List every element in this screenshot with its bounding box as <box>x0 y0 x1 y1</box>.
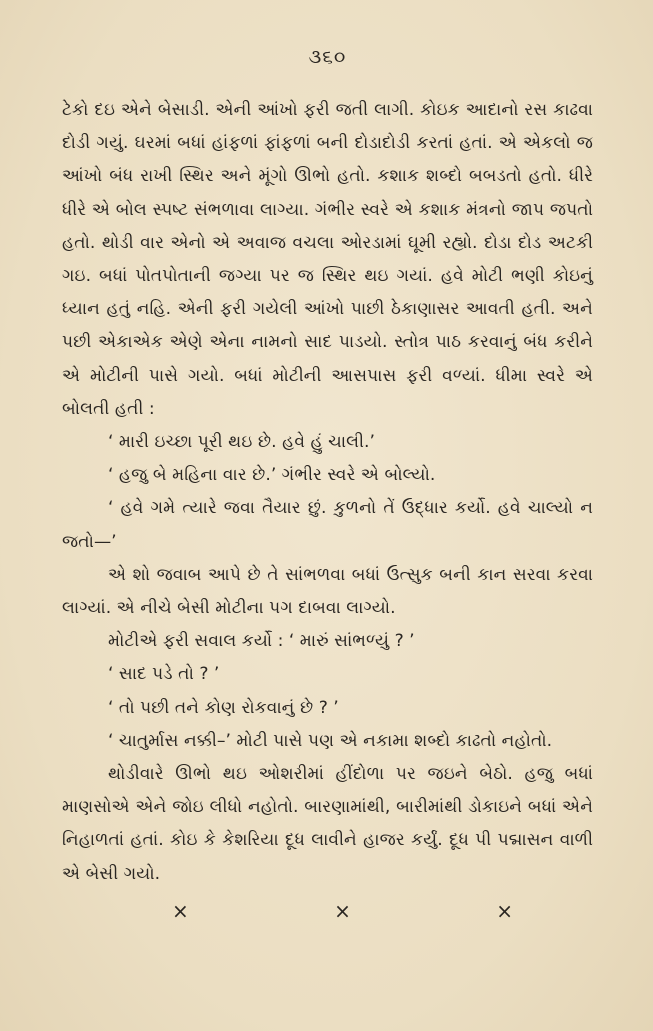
paragraph: ‘ મારી ઇચ્છા પૂરી થઇ છે. હવે હું ચાલી.’ <box>108 432 375 453</box>
separator-mark: × <box>172 898 189 923</box>
paragraph: ટેકો દઇ એને બેસાડી. એની આંખો ફરી જતી લાગી. કોઇક આદાનો રસ કાઢવા દોડી ગયું. ઘરમાં બધાં હાંફળાં ફાંફળાં બની દોડાદોડી કરતાં હતાં. એ એકલો જ આંખો બંધ રાખી સ્થિર અને મૂંગો ઊભો હતો. કશાક શબ્દો બબડતો હતો. ધીરે ધીરે એ બોલ સ્પષ્ટ સંભળાવા લાગ્યા. ગંભીર સ્વરે એ કશાક મંત્રનો જાપ જપતો હતો. થોડી વાર એનો એ અવાજ વચલા ઓરડામાં ઘૂમી રહ્યો. દોડા દોડ અટકી ગઇ. બધાં પોતપોતાની જગ્યા પર જ સ્થિર થઇ ગયાં. હવે મોટી ભણી કોઇનું ધ્યાન હતું નહિ. એની ફરી ગયેલી આંખો પાછી ઠેકાણાસર આવતી હતી. અને પછી એકાએક એણે એના નામનો સાદ પાડયો. સ્તોત્ર પાઠ કરવાનું બંધ કરીને એ મોટીની પાસે ગયો. બધાં મોટીની આસપાસ ફરી વળ્યાં. ધીમા સ્વરે એ બોલતી હતી : <box>62 100 593 419</box>
paragraph: ‘ તો પછી તને કોણ રોકવાનું છે ? ’ <box>108 697 339 718</box>
separator-mark: × <box>334 898 351 923</box>
paragraph: ‘ ચાતુર્માસ નક્કી–’ મોટી પાસે પણ એ નકામા શબ્દો કાઢતો નહોતો. <box>108 730 553 751</box>
paragraph: ‘ હજુ બે મહિના વાર છે.’ ગંભીર સ્વરે એ બોલ્યો. <box>108 465 436 486</box>
separator-mark: × <box>496 898 513 923</box>
paragraph: એ શો જવાબ આપે છે તે સાંભળવા બધાં ઉત્સુક બની કાન સરવા કરવા લાગ્યાં. એ નીચે બેસી મોટીના પગ દાબવા લાગ્યો. <box>62 564 593 619</box>
paragraph: ‘ હવે ગમે ત્યારે જવા તૈયાર છું. કુળનો તેં ઉદ્ધાર કર્યો. હવે ચાલ્યો ન જતો—’ <box>62 498 593 552</box>
page-number: ૩૬૦ <box>308 46 347 68</box>
paragraph: થોડીવારે ઊભો થઇ ઓશરીમાં હીંદોળા પર જઇને બેઠો. હજુ બધાં માણસોએ એને જોઇ લીધો નહોતો. બારણામાંથી, બારીમાંથી ડોકાઇને બધાં એને નિહાળતાં હતાં. કોઇ કે કેશરિયા દૂધ લાવીને હાજર કર્યું. દૂધ પી પદ્માસન વાળી એ બેસી ગયો. <box>62 764 593 884</box>
paragraph: મોટીએ ફરી સવાલ કર્યો : ‘ મારું સાંભળ્યું ? ’ <box>108 631 415 652</box>
paragraph: ‘ સાદ પડે તો ? ’ <box>108 664 220 685</box>
section-separator <box>62 899 593 923</box>
body-text <box>62 94 593 891</box>
